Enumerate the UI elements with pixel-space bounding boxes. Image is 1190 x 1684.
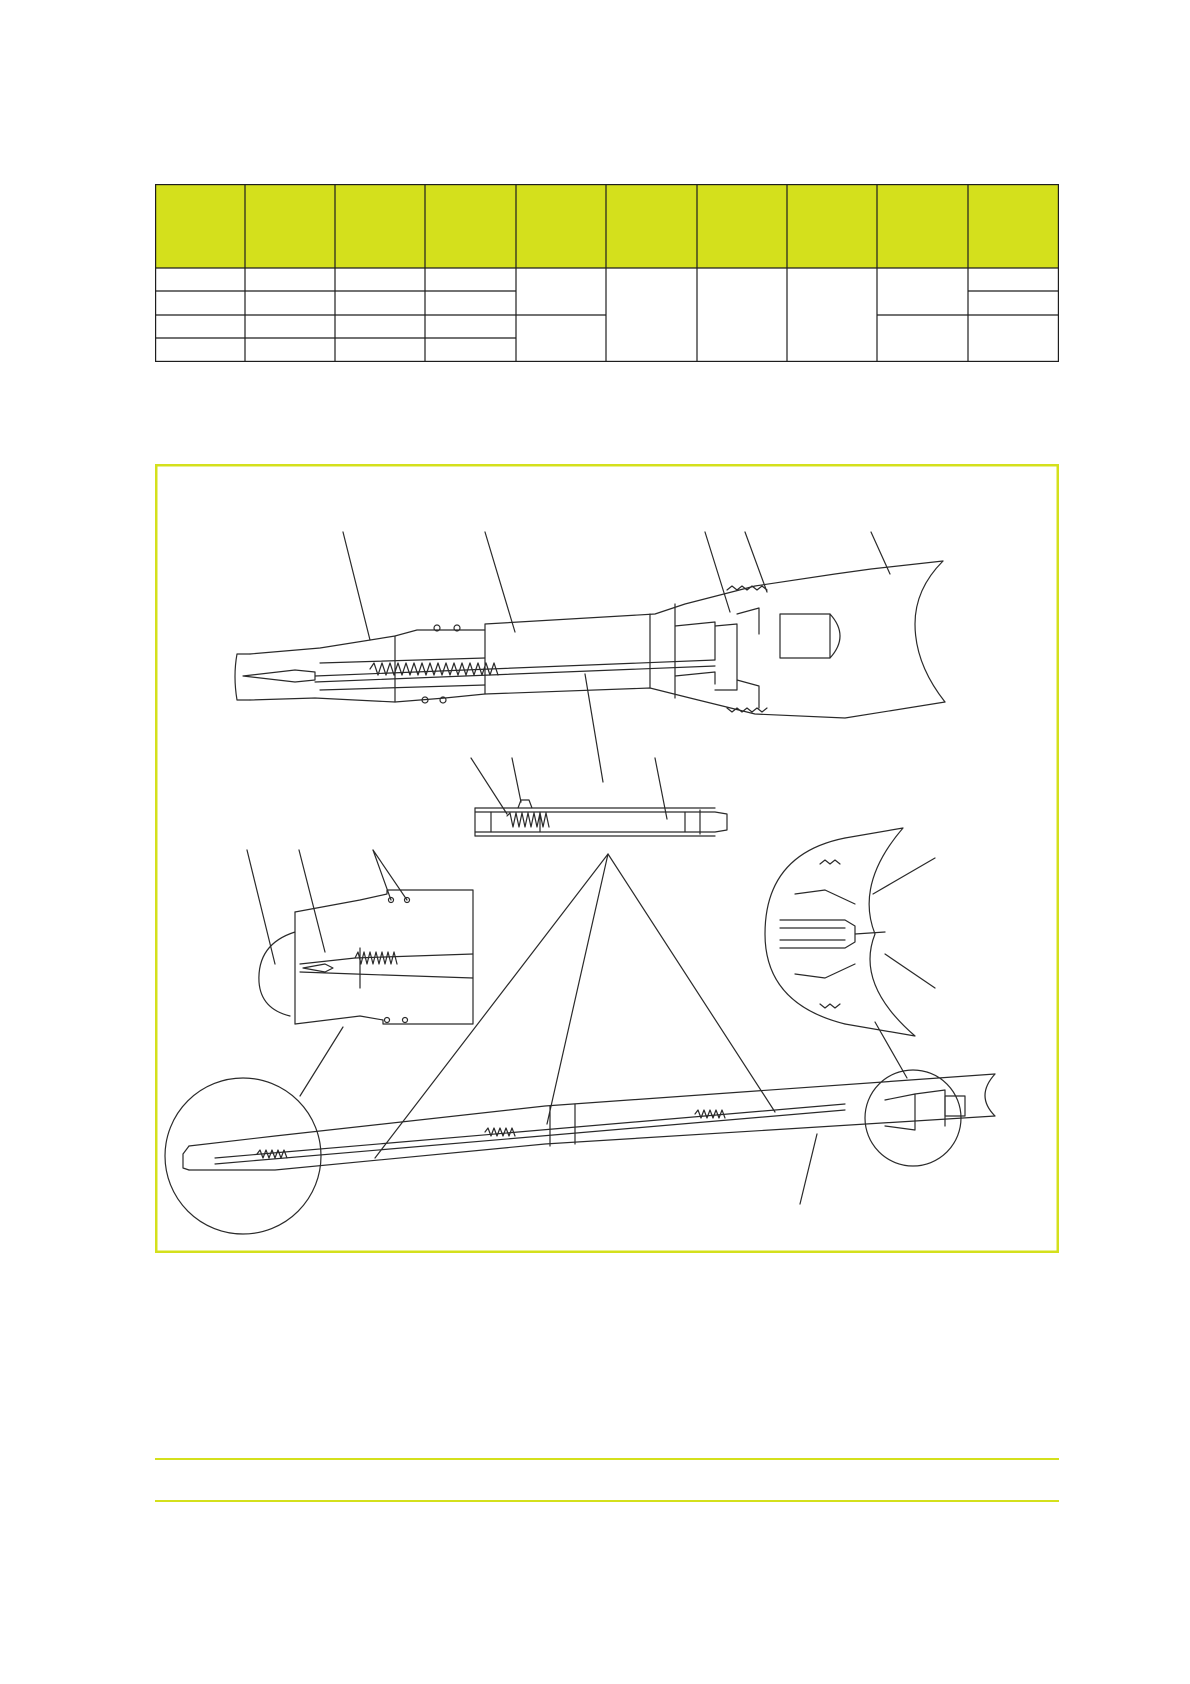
top-assembly-drawing [235,532,945,782]
footer-rule-top [155,1458,1059,1460]
middle-insert-drawing [471,758,727,836]
spec-table [155,184,1059,362]
footer-rule-bottom [155,1500,1059,1502]
bottom-assembly-drawing [165,854,995,1234]
technical-drawing [155,464,1059,1253]
table-header-band [155,184,1059,268]
left-detail-drawing [247,850,473,1096]
right-detail-drawing [765,828,935,1078]
